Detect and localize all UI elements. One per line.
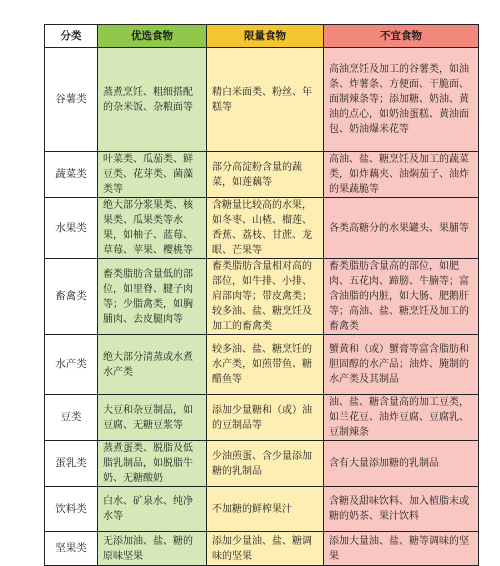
table-row bbox=[45, 335, 479, 395]
food-table-container bbox=[44, 24, 479, 566]
table-row bbox=[45, 48, 479, 152]
limited-cell: 精白米面类、粉丝、年糕等 bbox=[207, 48, 324, 152]
avoid-cell: 含有大量添加糖的乳制品 bbox=[324, 441, 479, 487]
header-limited: 限量食物 bbox=[207, 25, 324, 48]
category-cell: 水产类 bbox=[45, 335, 98, 395]
preferred-cell: 叶菜类、瓜茄类、鲜豆类、花芽类、菌藻类等 bbox=[98, 152, 207, 198]
table-row bbox=[45, 152, 479, 198]
avoid-cell: 添加大量油、盐、糖等调味的坚果 bbox=[324, 532, 479, 566]
preferred-cell: 绝大部分清蒸或水煮水产类 bbox=[98, 335, 207, 395]
limited-cell: 含糖量比较高的水果，如冬枣、山楂、榴莲、香蕉、荔枝、甘蔗、龙眼、芒果等 bbox=[207, 198, 324, 259]
category-cell: 坚果类 bbox=[45, 532, 98, 566]
table-row bbox=[45, 532, 479, 566]
table-row bbox=[45, 198, 479, 259]
preferred-cell: 蒸煮烹饪、粗细搭配的杂米饭、杂粮面等 bbox=[98, 48, 207, 152]
category-cell: 蛋乳类 bbox=[45, 441, 98, 487]
avoid-cell: 含糖及甜味饮料、加入植脂末或糖的奶茶、果汁饮料 bbox=[324, 487, 479, 532]
category-cell: 谷薯类 bbox=[45, 48, 98, 152]
header-preferred: 优选食物 bbox=[98, 25, 207, 48]
limited-cell: 添加少量油、盐、糖调味的坚果 bbox=[207, 532, 324, 566]
avoid-cell: 油、盐、糖含量高的加工豆类，如兰花豆、油炸豆腐、豆腐乳、豆制辣条 bbox=[324, 395, 479, 441]
limited-cell: 畜类脂肪含量相对高的部位，如牛排、小排、肩部肉等；带皮禽类；较多油、盐、糖烹饪及加工的畜禽类 bbox=[207, 259, 324, 335]
food-recommendation-table bbox=[44, 24, 479, 566]
table-row bbox=[45, 259, 479, 335]
category-cell: 水果类 bbox=[45, 198, 98, 259]
avoid-cell: 蟹黄和（或）蟹膏等富含脂肪和胆固醇的水产品；油炸、腌制的水产类及其制品 bbox=[324, 335, 479, 395]
category-cell: 畜禽类 bbox=[45, 259, 98, 335]
preferred-cell: 大豆和杂豆制品，如豆腐、无糖豆浆等 bbox=[98, 395, 207, 441]
limited-cell: 较多油、盐、糖烹饪的水产类，如煎带鱼、糖醋鱼等 bbox=[207, 335, 324, 395]
preferred-cell: 白水、矿泉水、纯净水等 bbox=[98, 487, 207, 532]
limited-cell: 不加糖的鲜榨果汁 bbox=[207, 487, 324, 532]
avoid-cell: 高油、盐、糖烹饪及加工的蔬菜类，如炸藕夹、油焖茄子、油炸的果蔬脆等 bbox=[324, 152, 479, 198]
avoid-cell: 高油烹饪及加工的谷薯类，如油条、炸薯条、方便面、干脆面、面制辣条等；添加糖、奶油、黄油的点心，如奶油蛋糕、黄油面包、奶油爆米花等 bbox=[324, 48, 479, 152]
preferred-cell: 畜类脂肪含量低的部位，如里脊、腱子肉等；少脂禽类，如胸脯肉、去皮腿肉等 bbox=[98, 259, 207, 335]
limited-cell: 添加少量糖和（或）油的豆制品等 bbox=[207, 395, 324, 441]
table-row bbox=[45, 441, 479, 487]
table-row bbox=[45, 487, 479, 532]
category-cell: 豆类 bbox=[45, 395, 98, 441]
preferred-cell: 蒸煮蛋类、脱脂及低脂乳制品，如脱脂牛奶、无糖酸奶 bbox=[98, 441, 207, 487]
header-avoid: 不宜食物 bbox=[324, 25, 479, 48]
preferred-cell: 绝大部分浆果类、核果类、瓜果类等水果，如柚子、蓝莓、草莓、苹果、樱桃等 bbox=[98, 198, 207, 259]
header-category: 分类 bbox=[45, 25, 98, 48]
header-row bbox=[45, 25, 479, 48]
preferred-cell: 无添加油、盐、糖的原味坚果 bbox=[98, 532, 207, 566]
avoid-cell: 各类高糖分的水果罐头、果脯等 bbox=[324, 198, 479, 259]
limited-cell: 少油煎蛋、含少量添加糖的乳制品 bbox=[207, 441, 324, 487]
avoid-cell: 畜类脂肪含量高的部位，如肥肉、五花肉、蹄膀、牛腩等；富含油脂的内脏，如大肠、肥鹅肝等；高油、盐、糖烹饪及加工的畜禽类 bbox=[324, 259, 479, 335]
limited-cell: 部分高淀粉含量的蔬菜，如莲藕等 bbox=[207, 152, 324, 198]
category-cell: 蔬菜类 bbox=[45, 152, 98, 198]
table-row bbox=[45, 395, 479, 441]
category-cell: 饮料类 bbox=[45, 487, 98, 532]
